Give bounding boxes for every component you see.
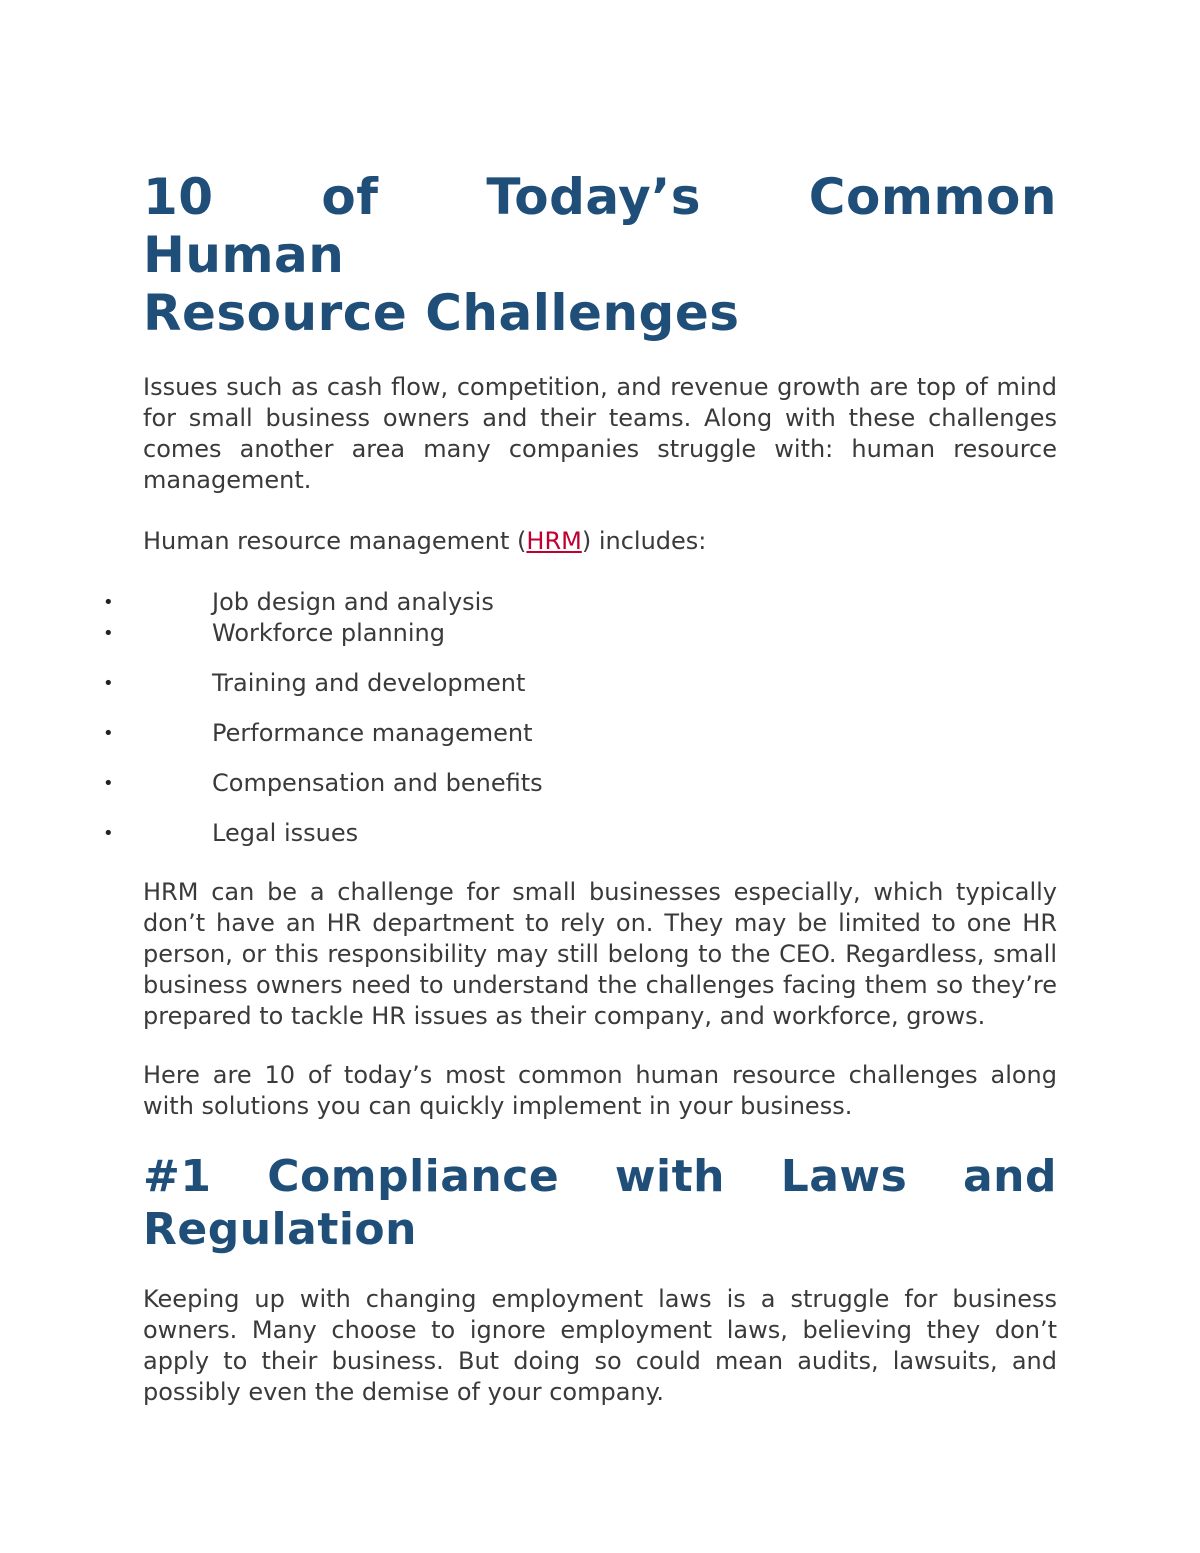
bullet-icon: •: [103, 673, 114, 694]
list-item-label: Legal issues: [212, 819, 359, 847]
hrm-link[interactable]: HRM: [526, 527, 582, 555]
list-item-label: Compensation and benefits: [212, 769, 543, 797]
list-item-label: Performance management: [212, 719, 533, 747]
page-title-line2: Resource Challenges: [143, 284, 740, 342]
bullet-icon: •: [103, 723, 114, 744]
bullet-icon: •: [103, 773, 114, 794]
page-title-line1: 10 of Today’s Common Human: [143, 168, 1057, 284]
intro-paragraph: Issues such as cash flow, competition, and revenue growth are top of mind for small business owners and their teams. Along with these challenges comes another area many companies struggle with: human resource management.: [143, 373, 1057, 494]
list-item: [103, 587, 1057, 618]
hrm-challenge-paragraph: HRM can be a challenge for small businesses especially, which typically don’t have an HR department to rely on. They may be limited to one HR person, or this responsibility may still belong to the CEO. Regardless, small business owners need to understand the challenges facing them so they’re prepared to tackle HR issues as their company, and workforce, grows.: [143, 878, 1057, 1030]
list-item: [103, 618, 1057, 649]
bullet-icon: •: [103, 823, 114, 844]
bullet-icon: •: [103, 623, 114, 644]
list-item-label: Training and development: [212, 669, 526, 697]
list-item-label: Job design and analysis: [212, 588, 494, 616]
hrm-intro-paragraph: [143, 526, 1057, 557]
here-paragraph: Here are 10 of today’s most common human resource challenges along with solutions you can quickly implement in your business.: [143, 1061, 1057, 1120]
hrm-intro-before: Human resource management (: [143, 527, 527, 555]
list-item-label: Workforce planning: [212, 619, 445, 647]
bullet-icon: •: [103, 592, 114, 613]
hrm-list: [103, 587, 1057, 849]
page-title: [143, 168, 1057, 342]
list-item: [103, 668, 1057, 699]
list-item: [103, 718, 1057, 749]
document-content: [103, 168, 1057, 1408]
hrm-intro-after: ) includes:: [581, 527, 707, 555]
section-1-title: #1 Compliance with Laws and Regulation: [143, 1151, 1057, 1255]
section-1-body: Keeping up with changing employment laws is a struggle for business owners. Many choose to ignore employment laws, believing they don’t apply to their business. But doing so could mean audits, lawsuits, and possibly even the demise of your company.: [143, 1285, 1057, 1406]
list-item: [103, 768, 1057, 799]
list-item: [103, 818, 1057, 849]
